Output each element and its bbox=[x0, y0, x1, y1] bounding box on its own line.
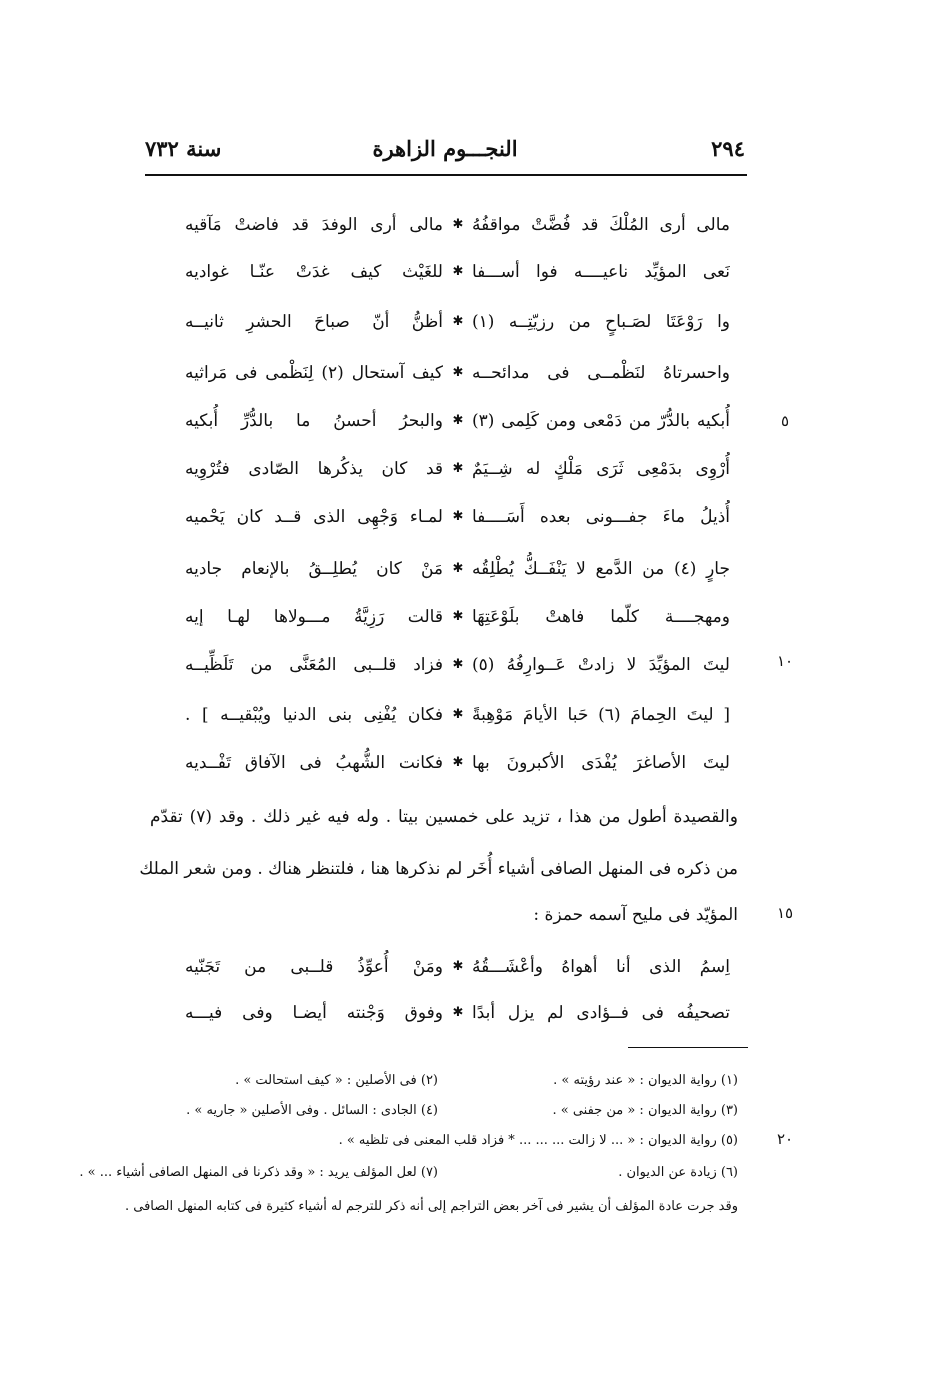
verse-hemistich-second: فكان يُفْنِى بنى الدنيا ويُبْقيــه ] . bbox=[185, 705, 443, 725]
verse-hemistich-second: للغَيْث كيف غدَتْ عنّـا غواديه bbox=[185, 262, 443, 282]
verse-line bbox=[185, 600, 730, 634]
line-number: ١٠ bbox=[776, 652, 794, 670]
verse-separator-star: ✱ bbox=[452, 461, 464, 476]
verse-separator-star: ✱ bbox=[452, 657, 464, 672]
line-number: ٥ bbox=[780, 412, 790, 430]
prose-line: المؤيّد فى مليح آسمه حمزة : bbox=[533, 905, 738, 925]
verse-hemistich-first: ليتَ الأصاغرَ يُفْدَى الأكبرونَ بها bbox=[472, 753, 730, 773]
verse-line bbox=[185, 746, 730, 780]
footnote: (٦) زيادة عن الديوان . bbox=[618, 1165, 738, 1180]
page-number: ٢٩٤ bbox=[711, 136, 745, 161]
verse-hemistich-first: اِسمُ الذى أنا أهواهُ وأعْشَـــقُهُ bbox=[472, 957, 730, 977]
footnote: (١) رواية الديوان : « عند رؤيته » . bbox=[553, 1073, 738, 1088]
verse-separator-star: ✱ bbox=[452, 561, 464, 576]
verse-hemistich-first: أُبكيه بالدُّرّ من دَمْعى ومن كَلِمى (٣) bbox=[472, 411, 730, 431]
verse-separator-star: ✱ bbox=[452, 707, 464, 722]
verse-hemistich-first: [ ليتَ الحِمامَ (٦) حَبا الأيامَ مَوْهِبةً bbox=[472, 705, 730, 725]
verse-line bbox=[185, 996, 730, 1030]
verse-hemistich-first: واحسرتاهُ لنَظْمــى فى مدائحــه bbox=[472, 363, 730, 383]
verse-hemistich-second: والبحرُ أحسنُ ما بالدُّرِّ أُبكيه bbox=[185, 411, 443, 431]
verse-separator-star: ✱ bbox=[452, 755, 464, 770]
verse-hemistich-first: ليتَ المؤيِّدَ لا زادتْ عَــوارِفُهُ (٥) bbox=[472, 655, 730, 675]
verse-line bbox=[185, 208, 730, 242]
verse-line bbox=[185, 305, 730, 339]
verse-separator-star: ✱ bbox=[452, 314, 464, 329]
verse-hemistich-first: تصحيفُه فى فــؤادى لم يزل أبدًا bbox=[472, 1003, 730, 1023]
verse-line bbox=[185, 255, 730, 289]
verse-hemistich-second: أظنُّ أنّ صباحَ الحشرِ ثانيــه bbox=[185, 312, 443, 332]
verse-hemistich-first: ومهجــــة كلّما فاهتْ بلَوْعَتِهَا bbox=[472, 607, 730, 627]
verse-separator-star: ✱ bbox=[452, 509, 464, 524]
verse-hemistich-first: وا رَوْعَتَا لصَـباحٍ من رزيّتِــه (١) bbox=[472, 312, 730, 332]
verse-hemistich-second: ومَنْ أُعوِّذُ قلــبى من تَجَنّيه bbox=[185, 957, 443, 977]
verse-hemistich-second: قالت رَزِيَّةُ مـــولاها لهـا إيه bbox=[185, 607, 443, 627]
footnote: (٥) رواية الديوان : « ... لا زالت ... ... ... * فزاد قلب المعنى فى تلظيه » . bbox=[338, 1133, 738, 1148]
verse-hemistich-first: أُذيلُ ماءَ جفـــونى بعده أَسَــــفا bbox=[472, 507, 730, 527]
verse-hemistich-second: فزاد قلــبى المُعَنَّى من تَلَظِّيــه bbox=[185, 655, 443, 675]
running-header bbox=[145, 136, 745, 170]
verse-hemistich-second: فكانت الشُّهبُ فى الآفاق تَفْــديه bbox=[185, 753, 443, 773]
prose-line: والقصيدة أطول من هذا ، تزيد على خمسين بيتا . وله فيه غير ذلك . وقد (٧) تقدّم bbox=[150, 807, 738, 827]
verse-separator-star: ✱ bbox=[452, 217, 464, 232]
verse-hemistich-first: أُرْوِى بدَمْعِى ثَرَى مَلْكٍ له شِــيَمٌ bbox=[472, 459, 730, 479]
verse-separator-star: ✱ bbox=[452, 609, 464, 624]
verse-line bbox=[185, 404, 730, 438]
verse-separator-star: ✱ bbox=[452, 365, 464, 380]
verse-hemistich-first: جارٍ (٤) من الدَّمع لا يَنْفَــكُّ يُطْلِقُه bbox=[472, 559, 730, 579]
verse-line bbox=[185, 452, 730, 486]
verse-line bbox=[185, 356, 730, 390]
verse-line bbox=[185, 500, 730, 534]
prose-line: من ذكره فى المنهل الصافى أشياء أُخَر لم نذكرها هنا ، فلتنظر هناك . ومن شعر الملك bbox=[139, 859, 738, 879]
footnote-rule bbox=[628, 1047, 748, 1048]
verse-hemistich-second: لمـاء وَجْهِى الذى قــد كان يَحْميه bbox=[185, 507, 443, 527]
footnote: (٢) فى الأصلين : « كيف استحالت » . bbox=[235, 1073, 438, 1088]
verse-separator-star: ✱ bbox=[452, 413, 464, 428]
footnote-continuation: وقد جرت عادة المؤلف أن يشير فى آخر بعض التراجم إلى أنه ذكر للترجم له أشياء كثيرة فى كتابه المنهل الصافى . bbox=[124, 1199, 738, 1214]
verse-line bbox=[185, 950, 730, 984]
verse-hemistich-second: كيف آستحال (٢) لِنَظْمى فى مَراثيه bbox=[185, 363, 443, 383]
verse-line bbox=[185, 552, 730, 586]
verse-hemistich-second: مَنْ كان يُطلِــقُ بالإنعام جاديه bbox=[185, 559, 443, 579]
line-number: ١٥ bbox=[776, 904, 794, 922]
verse-separator-star: ✱ bbox=[452, 959, 464, 974]
verse-separator-star: ✱ bbox=[452, 264, 464, 279]
footnote: (٧) لعل المؤلف يريد : « وقد ذكرنا فى المنهل الصافى أشياء ... » . bbox=[79, 1165, 438, 1180]
verse-hemistich-first: مالى أرى المُلْكَ قد فُضَّتْ مواقفُهُ bbox=[472, 215, 730, 235]
verse-line bbox=[185, 698, 730, 732]
footnote: (٤) الجادى : السائل . وفى الأصلين « جاريه » . bbox=[186, 1103, 438, 1118]
verse-hemistich-second: مالى أرى الوفدَ قد فاضتْ مَآقيه bbox=[185, 215, 443, 235]
verse-line bbox=[185, 648, 730, 682]
year-label: سنة ٧٣٢ bbox=[145, 136, 222, 161]
line-number: ٢٠ bbox=[776, 1130, 794, 1148]
header-rule bbox=[145, 174, 747, 176]
book-title: النجـــوم الزاهرة bbox=[372, 136, 518, 161]
verse-separator-star: ✱ bbox=[452, 1005, 464, 1020]
verse-hemistich-first: نَعى المؤيِّد ناعيــــه فوا أســـفا bbox=[472, 262, 730, 282]
verse-hemistich-second: وفوق وَجْنته أيضـا وفى فيـــه bbox=[185, 1003, 443, 1023]
footnote: (٣) رواية الديوان : « من جفنى » . bbox=[552, 1103, 738, 1118]
verse-hemistich-second: قد كان يذكُرها الصّادى فتُرْوِيه bbox=[185, 459, 443, 479]
